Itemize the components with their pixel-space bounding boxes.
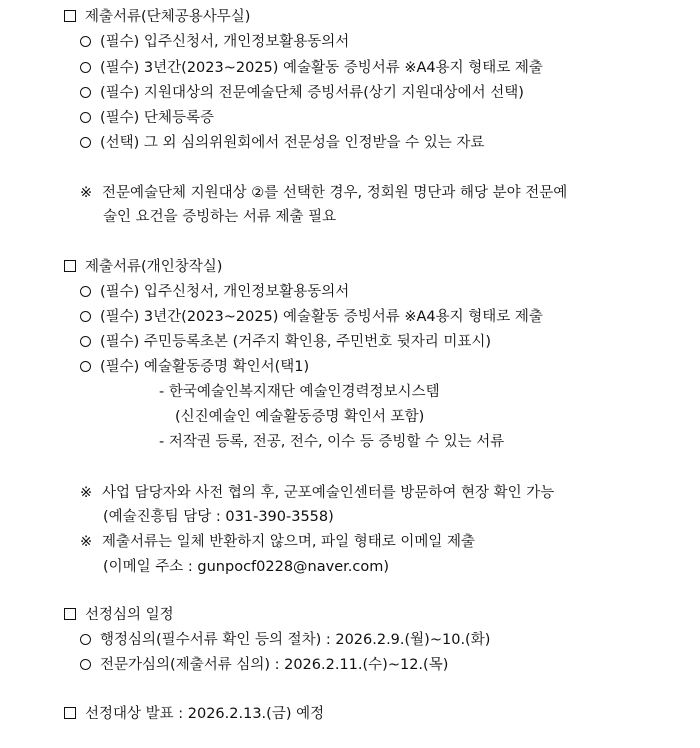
section-heading-schedule <box>64 605 174 625</box>
heading-text: 선정심의 일정 <box>85 607 174 623</box>
item-text: (선택) 그 외 심의위원회에서 전문성을 인정받을 수 있는 자료 <box>100 135 485 151</box>
note-continuation: (예술진흥팀 담당 : 031-390-3558) <box>103 509 334 525</box>
note-continuation: 술인 요건을 증빙하는 서류 제출 필요 <box>103 209 337 225</box>
note-text: 전문예술단체 지원대상 ②를 선택한 경우, 정회원 명단과 해당 분야 전문예 <box>102 185 568 201</box>
section-heading-announcement <box>64 704 324 724</box>
heading-text: 제출서류(단체공용사무실) <box>85 9 251 25</box>
list-item <box>80 108 214 128</box>
section-heading-personal-studio <box>64 257 222 277</box>
item-text: (필수) 예술활동증명 확인서(택1) <box>100 359 310 375</box>
note-continuation: (이메일 주소 : gunpocf0228@naver.com) <box>103 559 389 575</box>
list-item <box>80 282 349 302</box>
item-text: (필수) 3년간(2023~2025) 예술활동 증빙서류 ※A4용지 형태로 제출 <box>100 309 543 325</box>
circle-bullet-icon <box>80 62 91 73</box>
list-item <box>80 332 491 352</box>
list-item <box>80 357 309 377</box>
item-text: (필수) 입주신청서, 개인정보활용동의서 <box>100 284 350 300</box>
checkbox-square-icon <box>64 608 76 620</box>
item-text: (필수) 입주신청서, 개인정보활용동의서 <box>100 34 350 50</box>
checkbox-square-icon <box>64 707 76 719</box>
sub-item: - 저작권 등록, 전공, 전수, 이수 등 증빙할 수 있는 서류 <box>159 434 505 450</box>
item-text: 전문가심의(제출서류 심의) : 2026.2.11.(수)~12.(목) <box>100 657 449 673</box>
list-item <box>80 32 349 52</box>
circle-bullet-icon <box>80 336 91 347</box>
list-item <box>80 58 543 78</box>
item-text: (필수) 주민등록초본 (거주지 확인용, 주민번호 뒷자리 미표시) <box>100 334 492 350</box>
item-text: (필수) 단체등록증 <box>100 110 214 126</box>
note <box>80 183 567 203</box>
note-mark: ※ <box>80 534 93 550</box>
note-text: 사업 담당자와 사전 협의 후, 군포예술인센터를 방문하여 현장 확인 가능 <box>102 485 555 501</box>
sub-item: - 한국예술인복지재단 예술인경력정보시스템 <box>159 384 440 400</box>
item-text: (필수) 3년간(2023~2025) 예술활동 증빙서류 ※A4용지 형태로 제출 <box>100 60 543 76</box>
item-text: 행정심의(필수서류 확인 등의 절차) : 2026.2.9.(월)~10.(화) <box>100 632 491 648</box>
circle-bullet-icon <box>80 36 91 47</box>
list-item <box>80 133 484 153</box>
circle-bullet-icon <box>80 286 91 297</box>
circle-bullet-icon <box>80 361 91 372</box>
note <box>80 483 554 503</box>
circle-bullet-icon <box>80 137 91 148</box>
checkbox-square-icon <box>64 10 76 22</box>
circle-bullet-icon <box>80 112 91 123</box>
circle-bullet-icon <box>80 659 91 670</box>
circle-bullet-icon <box>80 87 91 98</box>
sub-item-continuation: (신진예술인 예술활동증명 확인서 포함) <box>175 409 425 425</box>
note-text: 제출서류는 일체 반환하지 않으며, 파일 형태로 이메일 제출 <box>102 534 476 550</box>
circle-bullet-icon <box>80 634 91 645</box>
heading-text: 선정대상 발표 : 2026.2.13.(금) 예정 <box>85 706 325 722</box>
checkbox-square-icon <box>64 260 76 272</box>
list-item <box>80 630 490 650</box>
heading-text: 제출서류(개인창작실) <box>85 259 223 275</box>
list-item <box>80 83 524 103</box>
note-mark: ※ <box>80 485 93 501</box>
item-text: (필수) 지원대상의 전문예술단체 증빙서류(상기 지원대상에서 선택) <box>100 85 524 101</box>
note-mark: ※ <box>80 185 93 201</box>
section-heading-group-office <box>64 7 250 27</box>
list-item <box>80 307 543 327</box>
note <box>80 532 475 552</box>
circle-bullet-icon <box>80 311 91 322</box>
list-item <box>80 655 448 675</box>
